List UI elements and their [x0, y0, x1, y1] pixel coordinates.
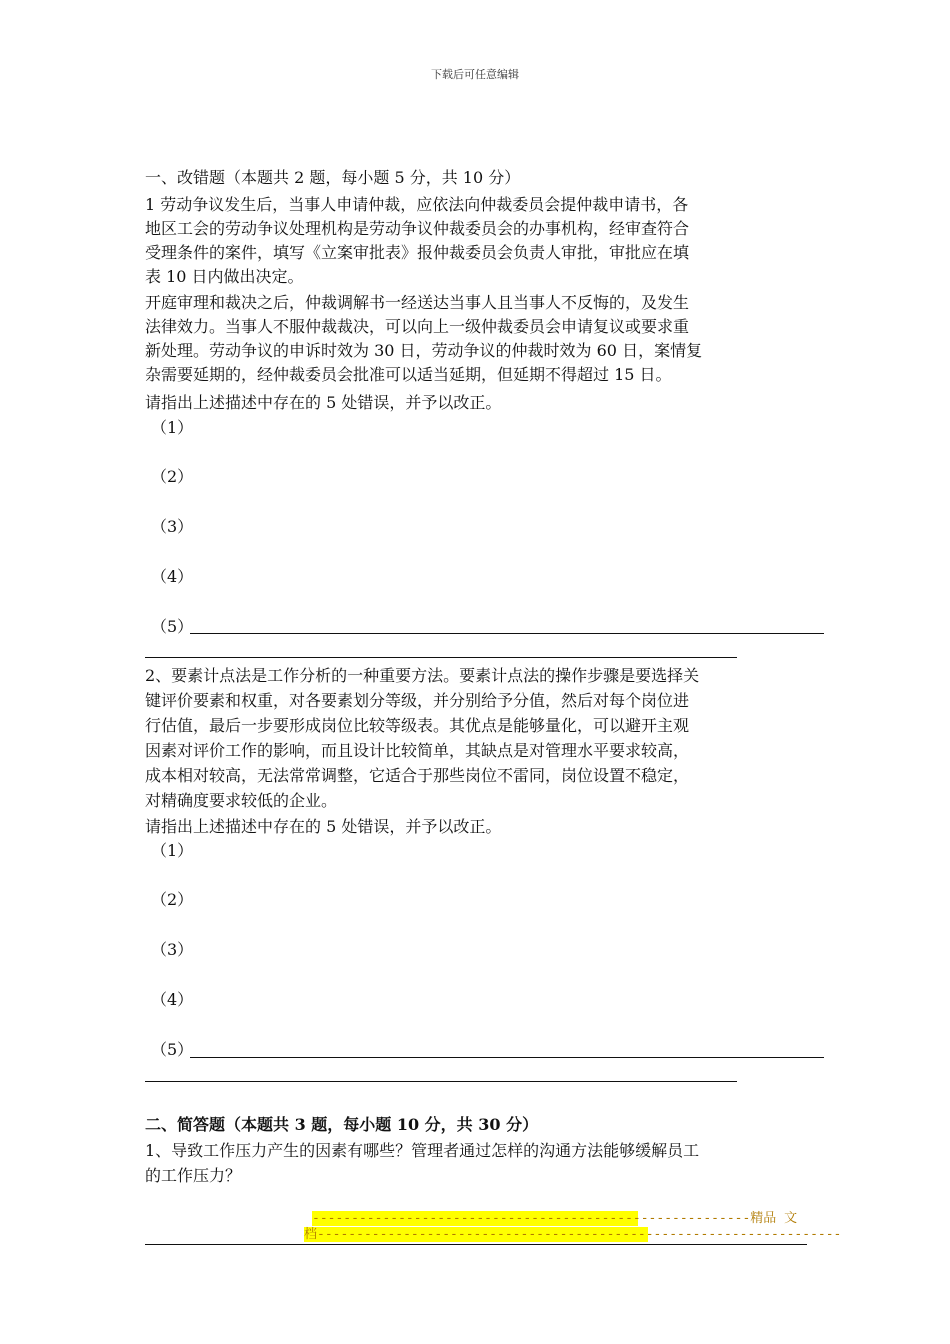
- q2-answer-label: （3）: [151, 940, 194, 959]
- q1-answer-label: （5）: [151, 617, 194, 636]
- footer-highlight-line1: --------------------------------------------------------精品 文: [312, 1211, 798, 1226]
- q1-instruction: 请指出上述描述中存在的 5 处错误，并予以改正。: [145, 393, 502, 412]
- q1-answer-label: （1）: [151, 418, 194, 437]
- answer-underline: [145, 1081, 737, 1082]
- q2-instruction: 请指出上述描述中存在的 5 处错误，并予以改正。: [145, 817, 502, 836]
- q2-answer-label: （2）: [151, 890, 194, 909]
- s2-q1-line: 1、导致工作压力产生的因素有哪些？管理者通过怎样的沟通方法能够缓解员工: [145, 1141, 700, 1160]
- q1-line: 地区工会的劳动争议处理机构是劳动争议仲裁委员会的办事机构，经审查符合: [145, 219, 690, 238]
- q2-answer-label: （4）: [151, 990, 194, 1009]
- q1-answer-label: （2）: [151, 467, 194, 486]
- q2-line: 成本相对较高，无法常常调整，它适合于那些岗位不雷同，岗位设置不稳定，: [145, 766, 690, 785]
- q2-line: 行估值，最后一步要形成岗位比较等级表。其优点是能够量化，可以避开主观: [145, 716, 690, 735]
- answer-underline: [145, 657, 737, 658]
- q1-line: 开庭审理和裁决之后，仲裁调解书一经送达当事人且当事人不反悔的，及发生: [145, 293, 690, 312]
- section1-title: 一、改错题（本题共 2 题，每小题 5 分，共 10 分）: [145, 168, 521, 187]
- q1-line: 法律效力。当事人不服仲裁裁决，可以向上一级仲裁委员会申请复议或要求重: [145, 317, 690, 336]
- footer-highlight-line2: 档-------------------------------------------------------------------: [304, 1227, 842, 1242]
- q1-line: 1 劳动争议发生后，当事人申请仲裁，应依法向仲裁委员会提仲裁申请书，各: [145, 195, 689, 214]
- s2-q1-line: 的工作压力？: [145, 1166, 242, 1185]
- page-header: 下载后可任意编辑: [431, 68, 519, 81]
- q1-line: 受理条件的案件，填写《立案审批表》报仲裁委员会负责人审批，审批应在填: [145, 243, 690, 262]
- q2-line: 因素对评价工作的影响，而且设计比较简单，其缺点是对管理水平要求较高，: [145, 741, 690, 760]
- q1-line: 表 10 日内做出决定。: [145, 267, 304, 286]
- q1-answer-label: （3）: [151, 517, 194, 536]
- q2-line: 键评价要素和权重，对各要素划分等级，并分别给予分值，然后对每个岗位进: [145, 691, 690, 710]
- answer-underline: [190, 1057, 824, 1058]
- q2-line: 对精确度要求较低的企业。: [145, 791, 338, 810]
- footer-rule: [145, 1244, 807, 1245]
- q1-line: 杂需要延期的，经仲裁委员会批准可以适当延期，但延期不得超过 15 日。: [145, 365, 672, 384]
- answer-underline: [190, 633, 824, 634]
- q2-line: 2、要素计点法是工作分析的一种重要方法。要素计点法的操作步骤是要选择关: [145, 666, 700, 685]
- q2-answer-label: （1）: [151, 841, 194, 860]
- section2-title: 二、简答题（本题共 3 题，每小题 10 分，共 30 分）: [145, 1115, 539, 1134]
- q1-line: 新处理。劳动争议的申诉时效为 30 日，劳动争议的仲裁时效为 60 日，案情复: [145, 341, 703, 360]
- q2-answer-label: （5）: [151, 1040, 194, 1059]
- q1-answer-label: （4）: [151, 567, 194, 586]
